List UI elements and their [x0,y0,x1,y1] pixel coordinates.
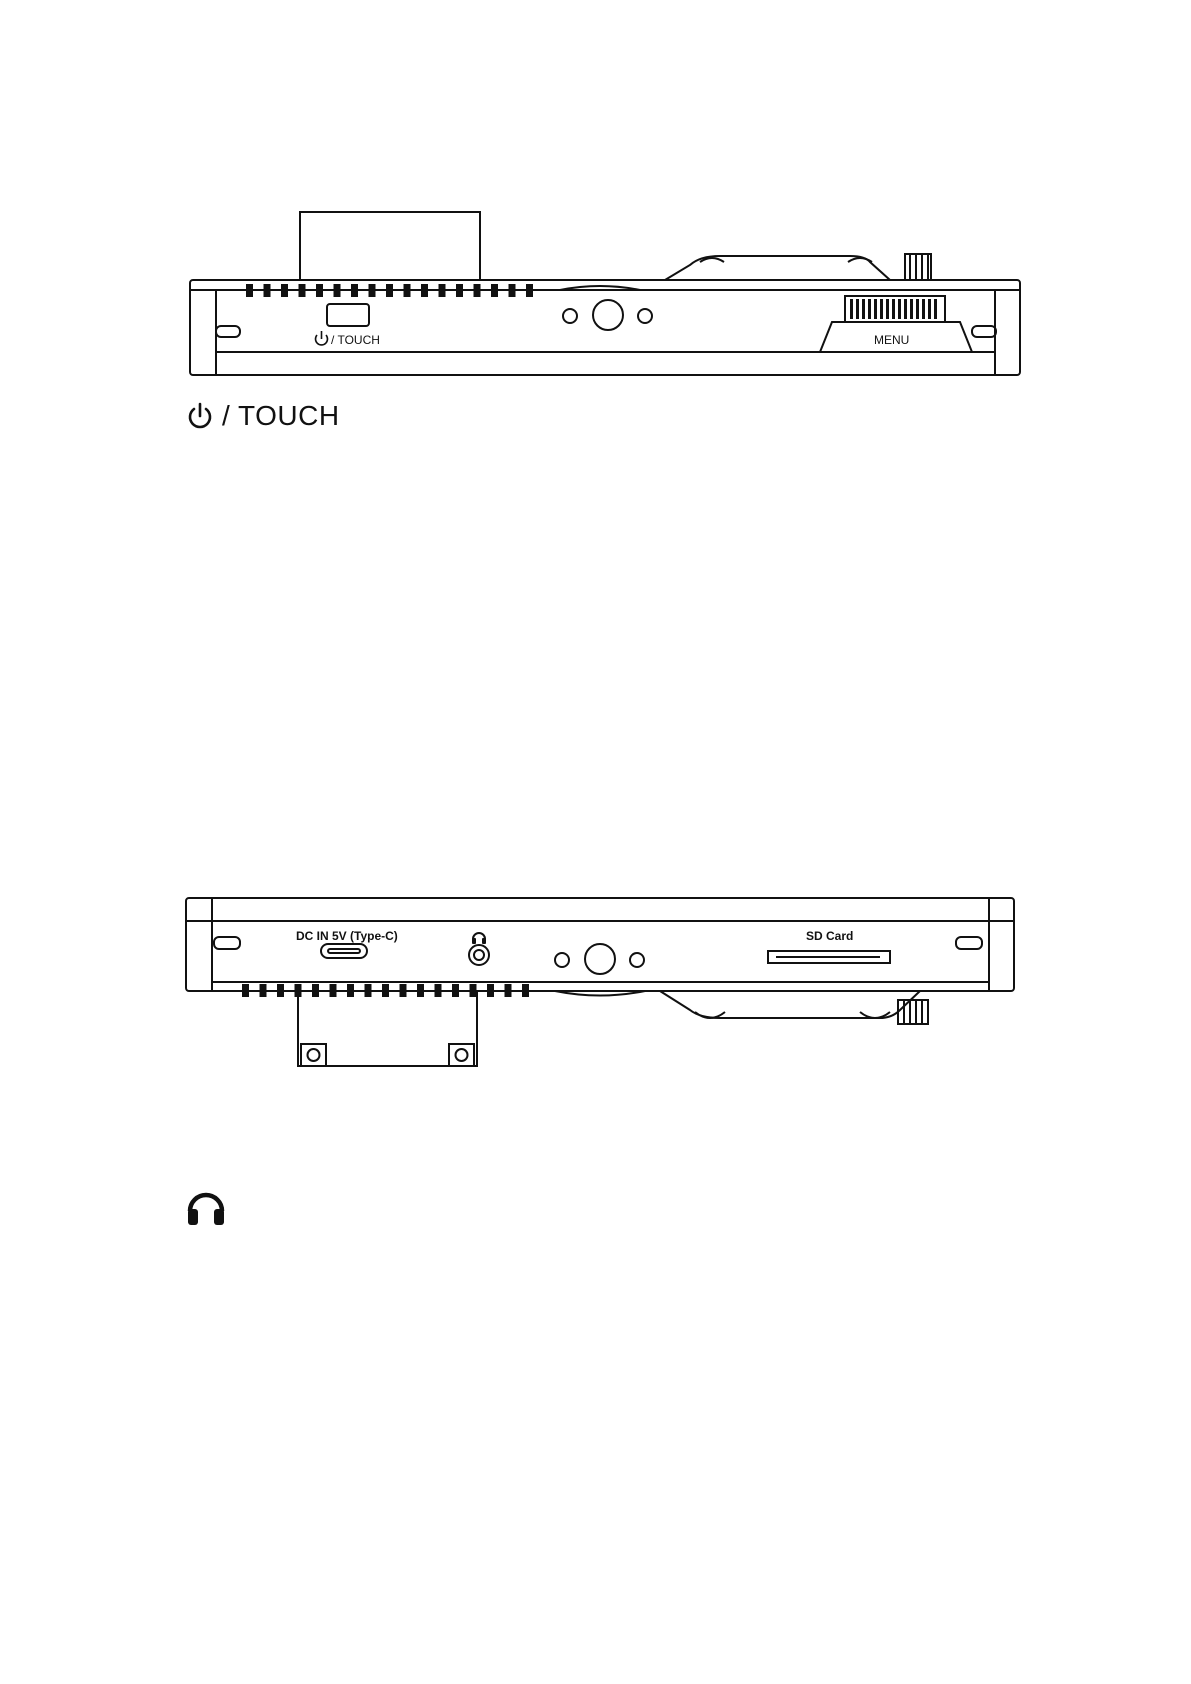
screw-hole-right [638,309,652,323]
vent-slot [474,284,481,297]
vent-slot [312,984,319,997]
wheel-ridge [898,299,901,319]
vent-slot [281,284,288,297]
vent-slot [334,284,341,297]
vent-slot [456,284,463,297]
wheel-ridge [928,299,931,319]
vent-slot [435,984,442,997]
tripod-mount [593,300,623,330]
power-touch-label: / TOUCH [331,333,380,347]
wheel-ridge [916,299,919,319]
left-slot-bottom [214,937,240,949]
monitor-body [190,280,1020,375]
rear-hump [665,256,890,280]
wheel-ridge [922,299,925,319]
headphone-jack [469,945,489,965]
bottom-knob [898,1000,928,1024]
menu-label: MENU [874,333,910,347]
vent-slot [470,984,477,997]
legend-power-touch-text: / TOUCH [222,400,340,431]
vent-slot [522,984,529,997]
screw-hole-right-bottom [630,953,644,967]
vent-slot [386,284,393,297]
wheel-ridge [910,299,913,319]
vent-slot [277,984,284,997]
stand-bottom [298,991,477,1066]
vent-slot [351,284,358,297]
vent-slot [404,284,411,297]
vent-slot [487,984,494,997]
bottom-view-drawing [0,895,1191,1080]
vent-slot [246,284,253,297]
right-slot [972,326,996,337]
bottom-view-diagram [0,895,1191,1080]
legend-power-touch [186,396,340,436]
wheel-ridge [892,299,895,319]
power-icon [186,402,214,430]
vent-slot [382,984,389,997]
right-slot-bottom [956,937,982,949]
power-touch-button [327,304,369,326]
vent-slot [452,984,459,997]
power-icon-small [316,331,328,345]
menu-wheel-ridges [850,299,937,319]
dc-in-label: DC IN 5V (Type-C) [296,929,398,943]
vent-slot [295,984,302,997]
vent-slot [365,984,372,997]
vent-slot [421,284,428,297]
vent-slot [417,984,424,997]
wheel-ridge [850,299,853,319]
stand-foot-right [449,1044,474,1066]
wheel-ridge [862,299,865,319]
vent-slot [330,984,337,997]
vent-slot [242,984,249,997]
vent-slot [400,984,407,997]
vent-slot [347,984,354,997]
vent-slot [505,984,512,997]
vent-slot [509,284,516,297]
legend-headphone [184,1185,228,1229]
vent-slot [316,284,323,297]
screw-hole-left [563,309,577,323]
stand-foot-left [301,1044,326,1066]
wheel-ridge [874,299,877,319]
screw-hole-left-bottom [555,953,569,967]
top-view-drawing [0,200,1191,380]
wheel-ridge [934,299,937,319]
tripod-mount-bottom [585,944,615,974]
vent-slot [439,284,446,297]
wheel-ridge [880,299,883,319]
headphone-icon-small [472,933,486,944]
wheel-ridge [904,299,907,319]
left-slot [216,326,240,337]
wheel-ridge [868,299,871,319]
vent-slot [369,284,376,297]
vent-slot [299,284,306,297]
wheel-ridge [856,299,859,319]
top-view-diagram [0,200,1191,380]
vent-slot [526,284,533,297]
vent-slot [491,284,498,297]
vent-slot [260,984,267,997]
wheel-ridge [886,299,889,319]
sd-card-label: SD Card [806,929,854,943]
top-flap [300,212,480,280]
vent-slot [264,284,271,297]
headphone-icon [184,1185,228,1229]
